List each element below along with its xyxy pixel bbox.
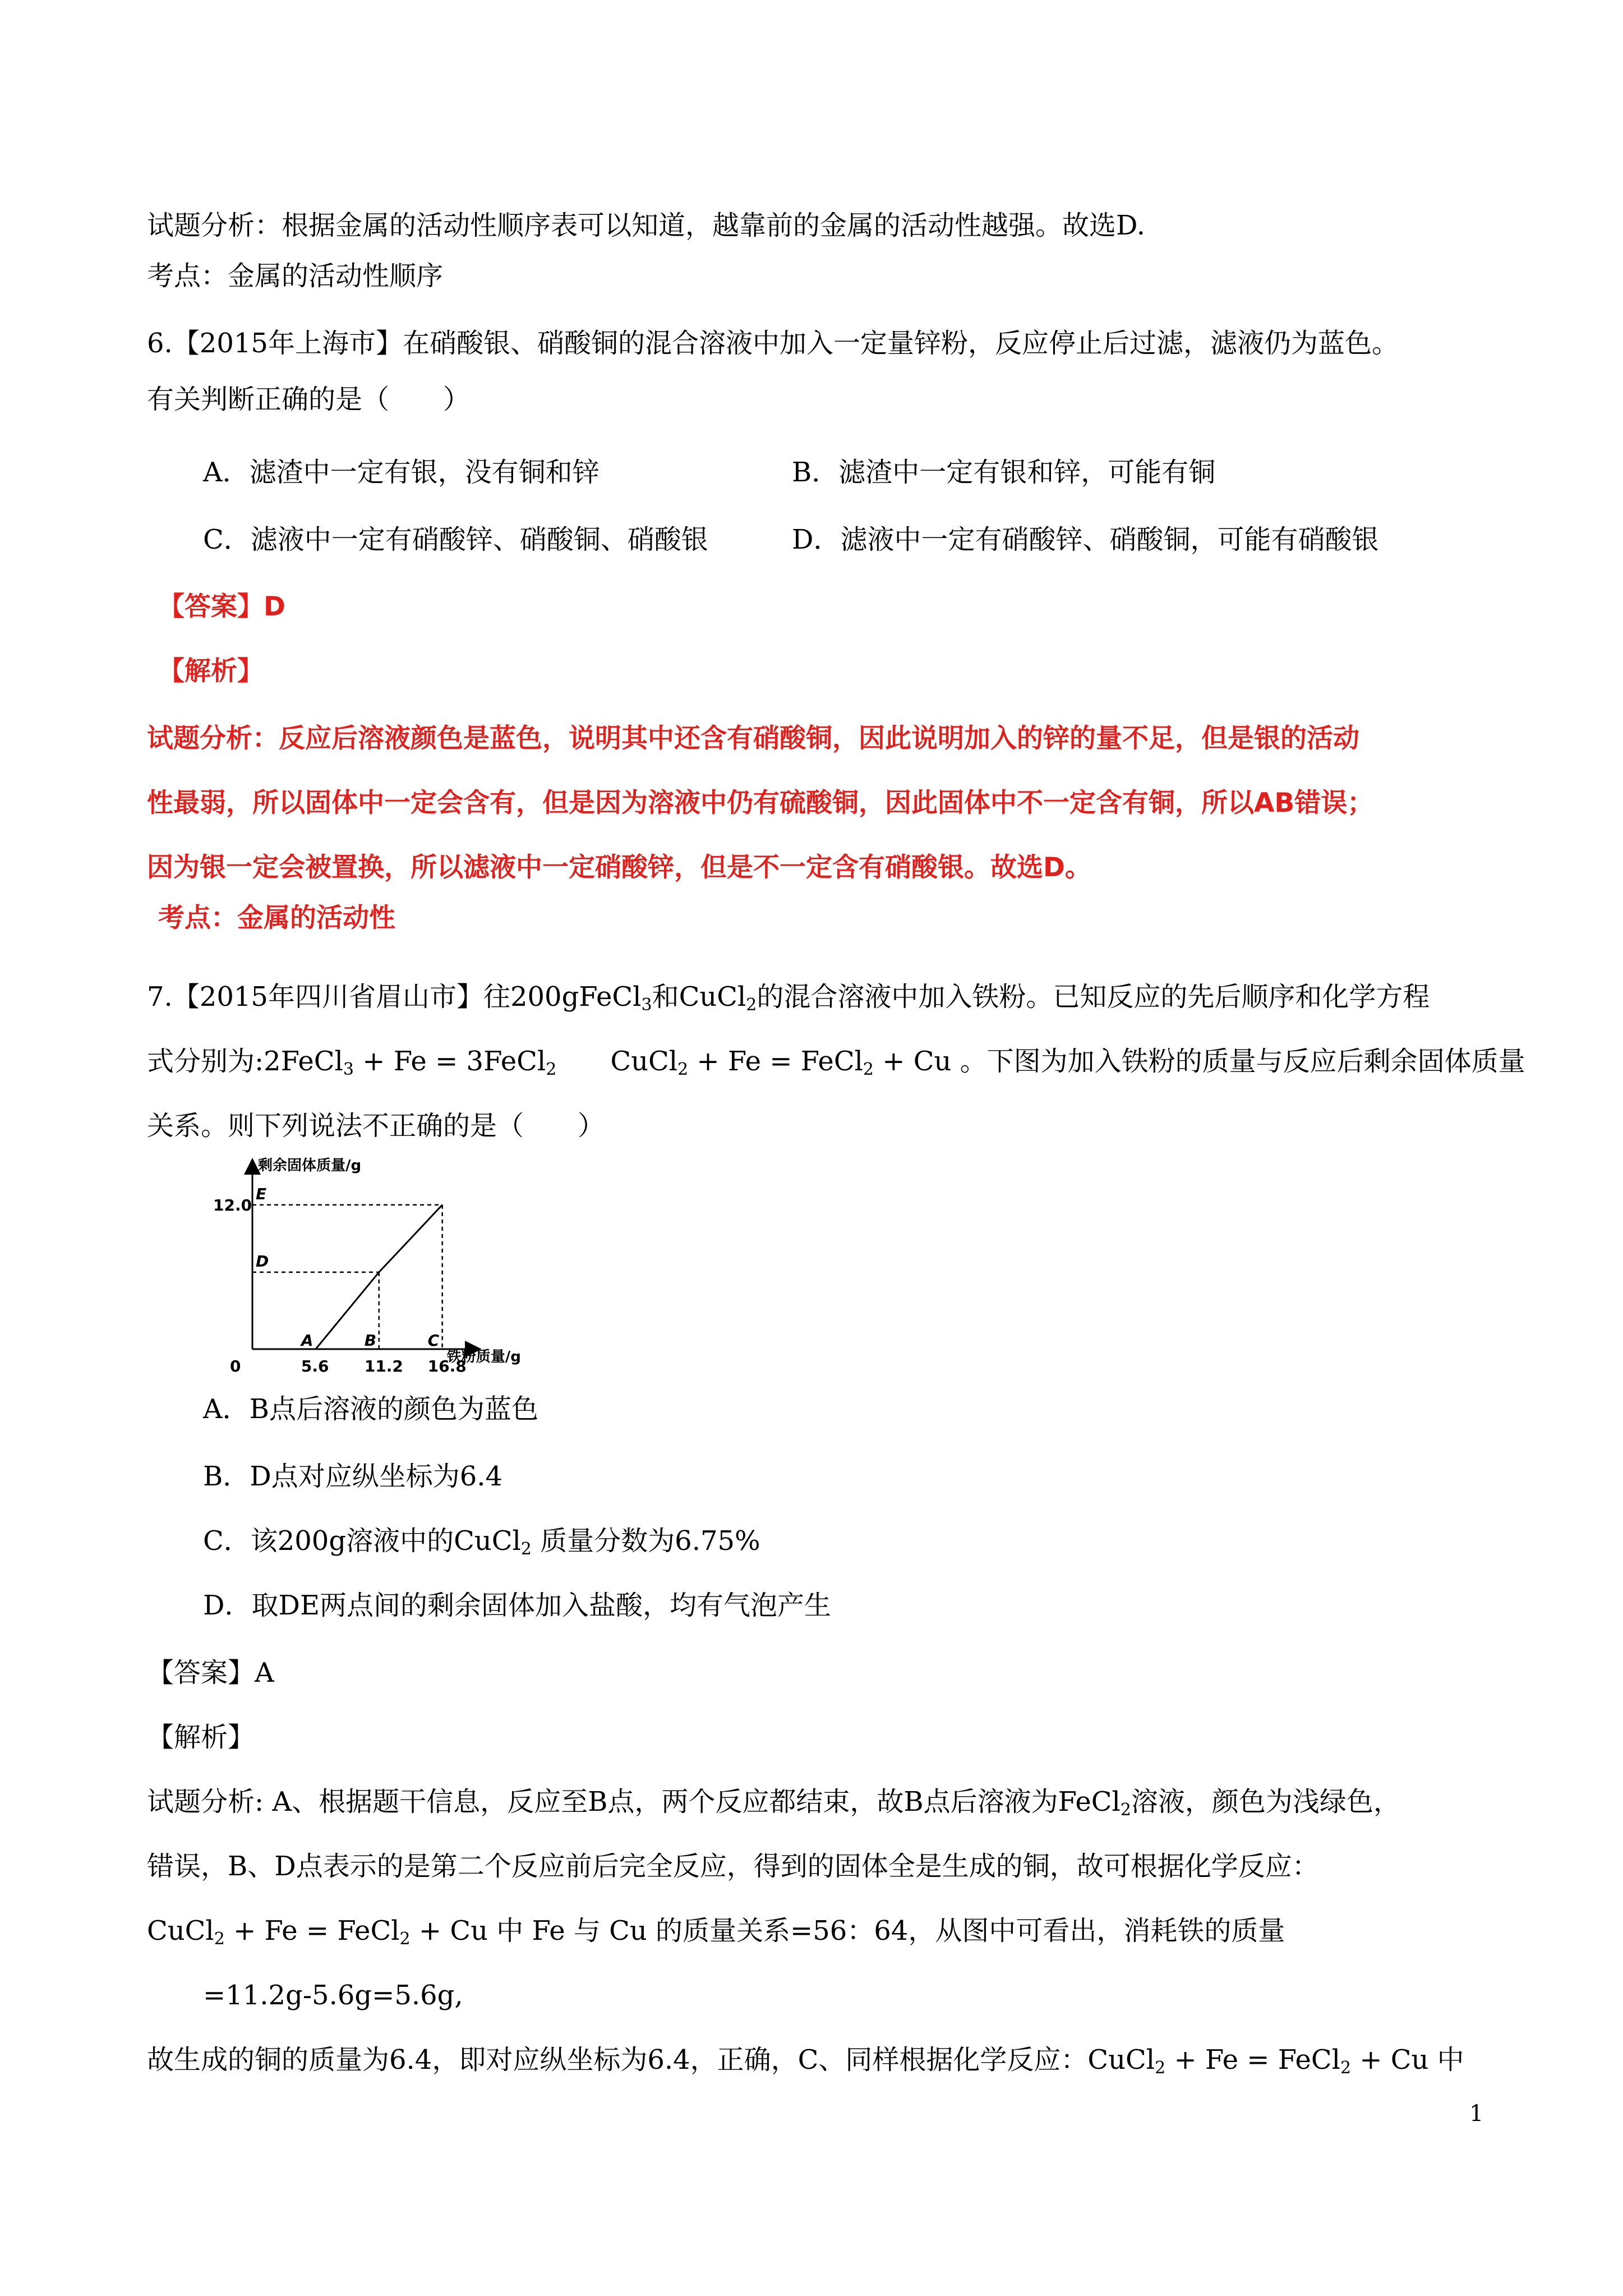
point-label-d: D xyxy=(256,1251,269,1271)
q7-jiexi: 【解析】 xyxy=(147,1722,255,1753)
q6-analysis: 因为银一定会被置换，所以滤液中一定硝酸锌，但是不一定含有硝酸银。故选D。 xyxy=(147,852,1092,883)
q6-stem: 有关判断正确的是（ ） xyxy=(147,384,471,415)
q7-analysis: CuCl$_2$ + Fe = FeCl$_2$ + Cu 中 Fe 与 Cu 的质量关系=56：64，从图中可看出，消耗铁的质量 xyxy=(147,1915,1285,1949)
q7-option-b: B．D点对应纵坐标为6.4 xyxy=(203,1461,503,1492)
q6-analysis: 试题分析：反应后溶液颜色是蓝色，说明其中还含有硝酸铜，因此说明加入的锌的量不足，但是银的活动 xyxy=(147,723,1359,754)
q7-stem: 关系。则下列说法不正确的是（ ） xyxy=(147,1110,605,1142)
q7-analysis: 错误，B、D点表示的是第二个反应前后完全反应，得到的固体全是生成的铜，故可根据化学反应： xyxy=(147,1851,1319,1882)
y-tick-label: 12.0 xyxy=(213,1195,252,1214)
q7-stem: 式分别为:2FeCl$_3$ + Fe = 3FeCl$_2$ CuCl$_2$ + Fe = FeCl$_2$ + Cu 。下图为加入铁粉的质量与反应后剩余固体质量 xyxy=(147,1046,1525,1079)
x-tick-label: 0 xyxy=(230,1357,241,1375)
q6-answer: 【答案】D xyxy=(158,591,286,622)
point-label-a: A xyxy=(301,1331,313,1350)
chart-svg xyxy=(213,1156,527,1397)
q7-analysis: 故生成的铜的质量为6.4，即对应纵坐标为6.4，正确，C、同样根据化学反应：CuCl$_2$ + Fe = FeCl$_2$ + Cu 中 xyxy=(147,2044,1464,2078)
q7-stem: 7.【2015年四川省眉山市】往200gFeCl$_3$和CuCl$_2$的混合溶液中加入铁粉。已知反应的先后顺序和化学方程 xyxy=(147,981,1430,1015)
point-label-e: E xyxy=(256,1184,267,1203)
y-axis-label: 剩余固体质量/g xyxy=(258,1157,362,1174)
q6-option-a: A．滤渣中一定有银，没有铜和锌 xyxy=(203,457,600,488)
kaodian-line: 考点：金属的活动性顺序 xyxy=(147,260,444,292)
q6-jiexi: 【解析】 xyxy=(158,656,264,687)
q7-analysis: 试题分析: A、根据题干信息，反应至B点，两个反应都结束，故B点后溶液为FeCl$_2$溶液，颜色为浅绿色， xyxy=(147,1786,1400,1820)
q7-option-d: D．取DE两点间的剩余固体加入盐酸，均有气泡产生 xyxy=(203,1590,832,1621)
q7-analysis: =11.2g-5.6g=5.6g, xyxy=(203,1980,463,2011)
x-tick-label: 11.2 xyxy=(364,1357,403,1375)
q6-kaodian: 考点：金属的活动性 xyxy=(158,903,395,933)
q6-option-c: C．滤液中一定有硝酸锌、硝酸铜、硝酸银 xyxy=(203,524,708,555)
point-label-b: B xyxy=(364,1331,377,1350)
iron-mass-chart xyxy=(213,1156,527,1397)
x-axis-label: 铁粉质量/g xyxy=(446,1349,521,1365)
q6-stem: 6.【2015年上海市】在硝酸银、硝酸铜的混合溶液中加入一定量锌粉，反应停止后过滤，滤液仍为蓝色。 xyxy=(147,328,1399,359)
q7-option-c: C．该200g溶液中的CuCl$_2$ 质量分数为6.75% xyxy=(203,1525,760,1559)
x-tick-label: 16.8 xyxy=(427,1357,467,1375)
q6-option-d: D．滤液中一定有硝酸锌、硝酸铜，可能有硝酸银 xyxy=(792,524,1379,555)
data-line xyxy=(252,1205,442,1349)
point-label-c: C xyxy=(427,1331,440,1350)
x-tick-label: 5.6 xyxy=(301,1357,329,1375)
page-number: 1 xyxy=(1469,2101,1484,2127)
q6-analysis: 性最弱，所以固体中一定会含有，但是因为溶液中仍有硫酸铜，因此固体中不一定含有铜，所以AB错误； xyxy=(147,788,1374,818)
q7-option-a: A．B点后溶液的颜色为蓝色 xyxy=(203,1393,538,1425)
q6-option-b: B．滤渣中一定有银和锌，可能有铜 xyxy=(792,457,1216,488)
q7-answer: 【答案】A xyxy=(147,1657,274,1688)
analysis-line: 试题分析：根据金属的活动性顺序表可以知道，越靠前的金属的活动性越强。故选D. xyxy=(147,210,1146,241)
